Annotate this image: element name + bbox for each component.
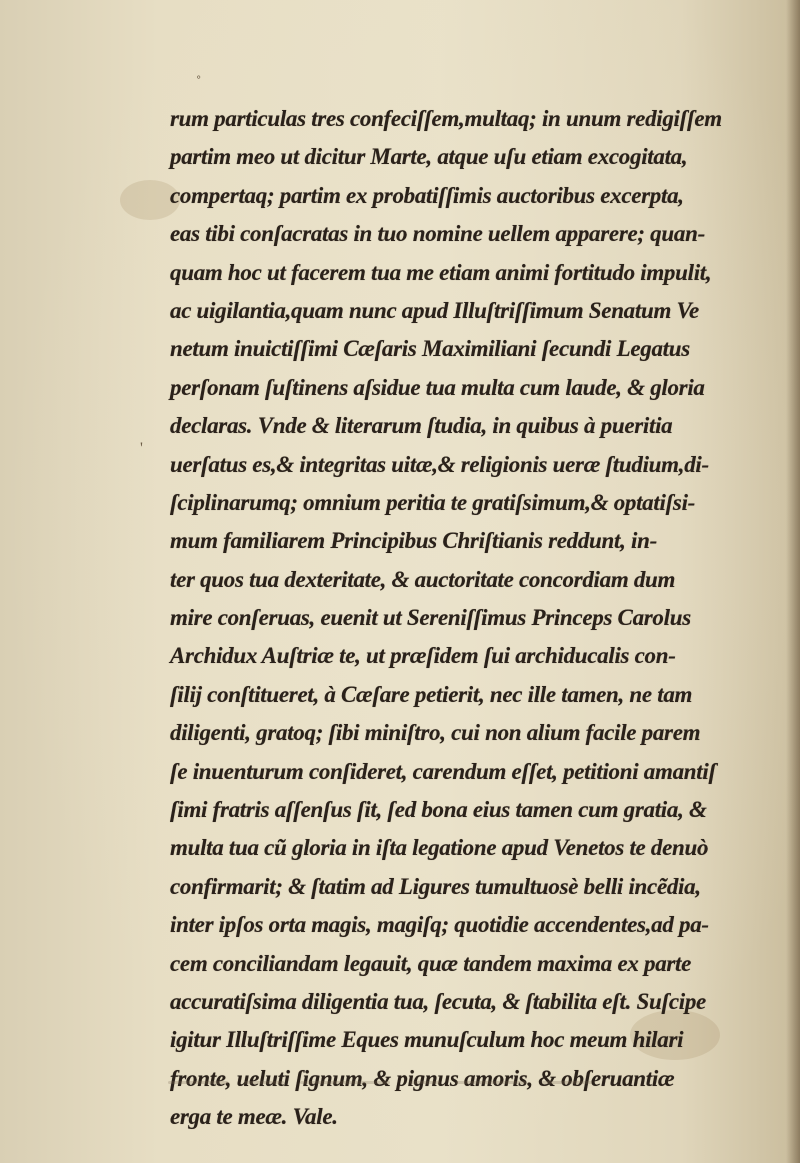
text-line: quam hoc ut facerem tua me etiam animi fortitudo impulit, (170, 259, 712, 285)
text-line: confirmarit; & ſtatim ad Ligures tumultuosè belli incẽdia, (170, 873, 701, 899)
printed-text-block (170, 100, 795, 1137)
text-line: compertaq; partim ex probatiſſimis auctoribus excerpta, (170, 182, 684, 208)
text-line: fronte, ueluti ſignum, & pignus amoris, & obſeruantiæ (170, 1065, 675, 1091)
text-line: accuratiſsima diligentia tua, ſecuta, & ſtabilita eſt. Suſcipe (170, 988, 706, 1014)
text-line: uerſatus es,& integritas uitæ,& religionis ueræ ſtudium,di- (170, 451, 709, 477)
text-line: ſciplinarumq; omnium peritia te gratiſsimum,& optatiſsi- (170, 489, 696, 515)
bleed-through-marks (160, 1075, 720, 1135)
text-line: eas tibi conſacratas in tuo nomine uellem apparere; quan- (170, 221, 705, 247)
text-line: perſonam ſuſtinens aſsidue tua multa cum laude, & gloria (170, 374, 705, 400)
text-line: netum inuictiſſimi Cæſaris Maximiliani ſecundi Legatus (170, 336, 690, 362)
text-line: ſe inuenturum conſideret, carendum eſſet, petitioni amantiſ (170, 758, 716, 784)
text-line: diligenti, gratoq; ſibi miniſtro, cui non alium facile parem (170, 720, 701, 746)
text-line: ac uigilantia,quam nunc apud Illuſtriſſimum Senatum Ve (170, 297, 699, 323)
text-line: multa tua cũ gloria in iſta legatione apud Venetos te denuò (170, 835, 709, 861)
text-line: rum particulas tres confeciſſem,multaq; in unum redigiſſem (170, 106, 722, 131)
text-line: erga te meæ. Vale. (170, 1104, 338, 1130)
text-line: declaras. Vnde & literarum ſtudia, in quibus à pueritia (170, 413, 673, 439)
text-line: partim meo ut dicitur Marte, atque uſu etiam excogitata, (170, 144, 688, 170)
page-edge-shadow (786, 0, 800, 1163)
text-line: ſilij conſtitueret, à Cæſare petierit, nec ille tamen, ne tam (170, 681, 693, 707)
text-line: ter quos tua dexteritate, & auctoritate concordiam dum (170, 566, 676, 592)
text-line: Archidux Auſtriæ te, ut præſidem ſui archiducalis con- (170, 643, 676, 669)
text-line: mum familiarem Principibus Chriſtianis reddunt, in- (170, 528, 657, 554)
ink-mark: ' (140, 440, 143, 457)
text-line: ſimi fratris aſſenſus ſit, ſed bona eius tamen cum gratia, & (170, 797, 707, 823)
text-line: mire conſeruas, euenit ut Sereniſſimus Princeps Carolus (170, 605, 691, 631)
ink-mark: ˚ (196, 74, 202, 91)
text-line: inter ipſos orta magis, magiſq; quotidie accendentes,ad pa- (170, 912, 709, 938)
text-line: igitur Illuſtriſſime Eques munuſculum hoc meum hilari (170, 1027, 684, 1053)
text-line: cem conciliandam legauit, quæ tandem maxima ex parte (170, 950, 692, 976)
